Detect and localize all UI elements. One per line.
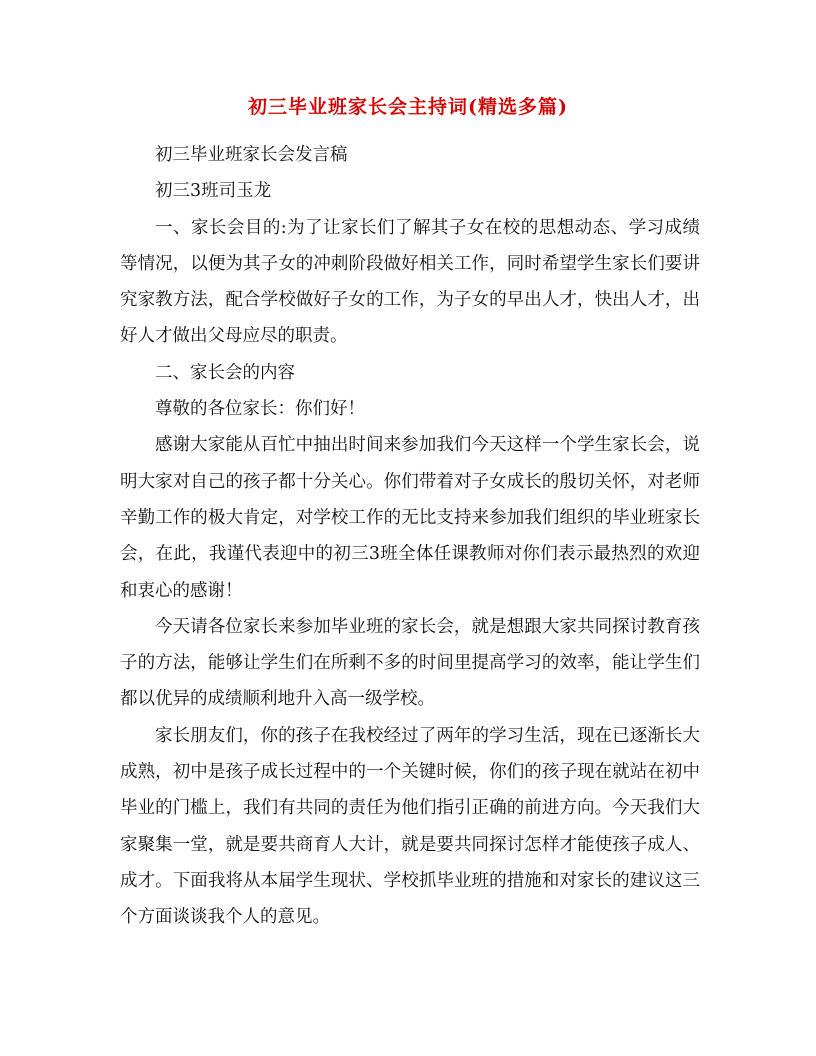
paragraph-parents-address: 家长朋友们，你的孩子在我校经过了两年的学习生活，现在已逐渐长大成熟，初中是孩子成长过程中的一个关键时候，你们的孩子现在就站在初中毕业的门槛上，我们有共同的责任为他们指引正确的前进方向。今天我们大家聚集一堂，就是要共商育人大计，就是要共同探讨怎样才能使孩子成人、成才。下面我将从本届学生现状、学校抓毕业班的措施和对家长的建议这三个方面谈谈我个人的意见。 <box>120 725 700 928</box>
paragraph-subtitle: 初三毕业班家长会发言稿 <box>155 145 348 165</box>
paragraph-section-heading: 二、家长会的内容 <box>155 362 295 383</box>
paragraph-thanks: 感谢大家能从百忙中抽出时间来参加我们今天这样一个学生家长会，说明大家对自己的孩子都十分关心。你们带着对子女成长的殷切关怀，对老师辛勤工作的极大肯定，对学校工作的无比支持来参加我们组织的毕业班家长会，在此，我谨代表迎中的初三3班全体任课教师对你们表示最热烈的欢迎和衷心的感谢！ <box>120 435 700 601</box>
paragraph-purpose: 一、家长会目的:为了让家长们了解其子女在校的思想动态、学习成绩等情况，以便为其子女的冲刺阶段做好相关工作，同时希望学生家长们要讲究家教方法，配合学校做好子女的工作，为子女的早出人才，快出人才，出好人才做出父母应尽的职责。 <box>120 217 700 347</box>
paragraph-meeting-goal: 今天请各位家长来参加毕业班的家长会，就是想跟大家共同探讨教育孩子的方法，能够让学生们在所剩不多的时间里提高学习的效率，能让学生们都以优异的成绩顺利地升入高一级学校。 <box>120 616 700 710</box>
document-body <box>120 137 700 936</box>
paragraph-author: 初三3班司玉龙 <box>155 181 272 202</box>
paragraph-greeting: 尊敬的各位家长：你们好！ <box>155 399 365 420</box>
document-title: 初三毕业班家长会主持词(精选多篇) <box>248 96 568 118</box>
